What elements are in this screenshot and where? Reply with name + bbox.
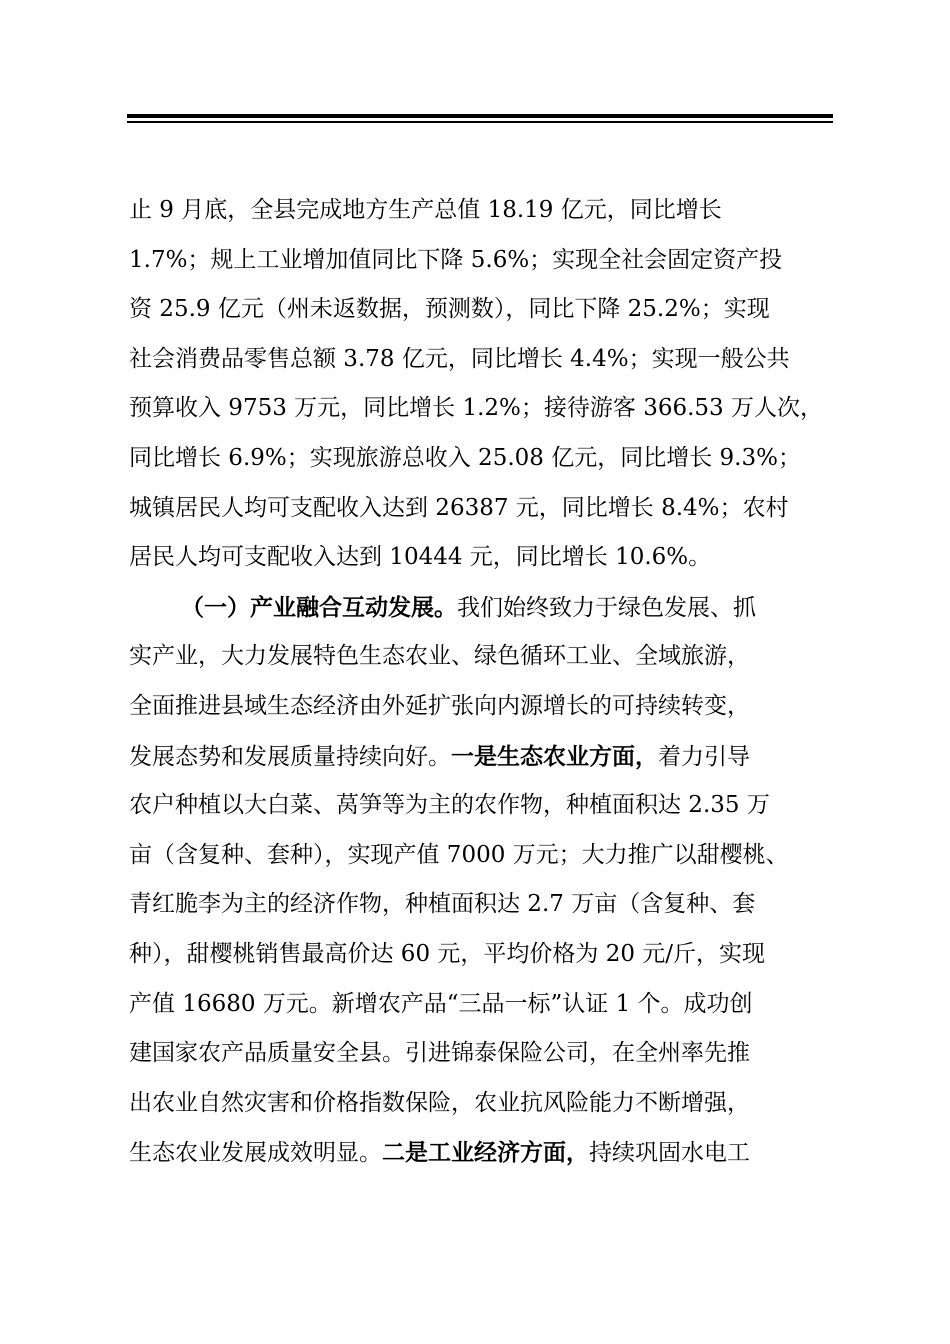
text-line xyxy=(129,533,829,583)
text-segment: 社会消费品零售总额 3.78 亿元，同比增长 4.4%；实现一般公共 xyxy=(129,345,790,372)
body-text xyxy=(129,186,829,1178)
text-line xyxy=(129,285,829,335)
text-segment: 发展态势和发展质量持续向好。 xyxy=(129,743,451,770)
paragraph-start-line xyxy=(129,583,829,633)
text-line xyxy=(129,1029,829,1079)
text-line xyxy=(129,484,829,534)
text-segment: 出农业自然灾害和价格指数保险，农业抗风险能力不断增强， xyxy=(129,1089,750,1116)
text-segment: 同比增长 6.9%；实现旅游总收入 25.08 亿元，同比增长 9.3%； xyxy=(129,444,801,471)
text-segment: 建国家农产品质量安全县。引进锦泰保险公司，在全州率先推 xyxy=(129,1040,750,1067)
text-line xyxy=(129,384,829,434)
text-segment: 亩（含复种、套种），实现产值 7000 万元；大力推广以甜樱桃、 xyxy=(129,841,789,868)
text-line xyxy=(129,434,829,484)
text-segment: 生态农业发展成效明显。 xyxy=(129,1140,382,1167)
text-line xyxy=(129,880,829,930)
header-rule-thin xyxy=(127,121,833,123)
text-line xyxy=(129,1128,829,1178)
bold-heading-text: 二是工业经济方面， xyxy=(382,1139,589,1167)
text-line xyxy=(129,236,829,286)
text-line xyxy=(129,831,829,881)
text-segment: 居民人均可支配收入达到 10444 元，同比增长 10.6%。 xyxy=(129,544,712,571)
text-segment: 产值 16680 万元。新增农产品“三品一标”认证 1 个。成功创 xyxy=(129,990,753,1017)
header-rule-thick xyxy=(127,114,833,118)
text-line xyxy=(129,732,829,782)
text-segment: 持续巩固水电工 xyxy=(589,1140,750,1167)
text-segment: 实产业，大力发展特色生态农业、绿色循环工业、全域旅游， xyxy=(129,643,750,670)
text-segment: 青红脆李为主的经济作物，种植面积达 2.7 万亩（含复种、套 xyxy=(129,891,756,918)
text-line xyxy=(129,682,829,732)
text-segment: 城镇居民人均可支配收入达到 26387 元，同比增长 8.4%；农村 xyxy=(129,494,789,521)
text-line xyxy=(129,930,829,980)
text-segment: 着力引导 xyxy=(658,743,750,770)
text-segment: 1.7%；规上工业增加值同比下降 5.6%；实现全社会固定资产投 xyxy=(129,246,783,273)
text-line xyxy=(129,335,829,385)
text-segment: 全面推进县域生态经济由外延扩张向内源增长的可持续转变， xyxy=(129,692,750,719)
text-segment: 我们始终致力于绿色发展、抓 xyxy=(457,594,756,621)
text-line xyxy=(129,632,829,682)
bold-heading-text: 一是生态农业方面， xyxy=(451,742,658,770)
text-line xyxy=(129,980,829,1030)
bold-heading-text: （一）产业融合互动发展。 xyxy=(181,593,457,621)
text-line xyxy=(129,186,829,236)
text-segment: 预算收入 9753 万元，同比增长 1.2%；接待游客 366.53 万人次， xyxy=(129,395,823,422)
text-segment: 资 25.9 亿元（州未返数据，预测数），同比下降 25.2%；实现 xyxy=(129,296,770,323)
text-segment: 种），甜樱桃销售最高价达 60 元，平均价格为 20 元/斤，实现 xyxy=(129,940,766,967)
text-line xyxy=(129,781,829,831)
text-segment: 农户种植以大白菜、莴笋等为主的农作物，种植面积达 2.35 万 xyxy=(129,792,770,819)
text-segment: 止 9 月底，全县完成地方生产总值 18.19 亿元，同比增长 xyxy=(129,197,722,223)
text-line xyxy=(129,1079,829,1129)
